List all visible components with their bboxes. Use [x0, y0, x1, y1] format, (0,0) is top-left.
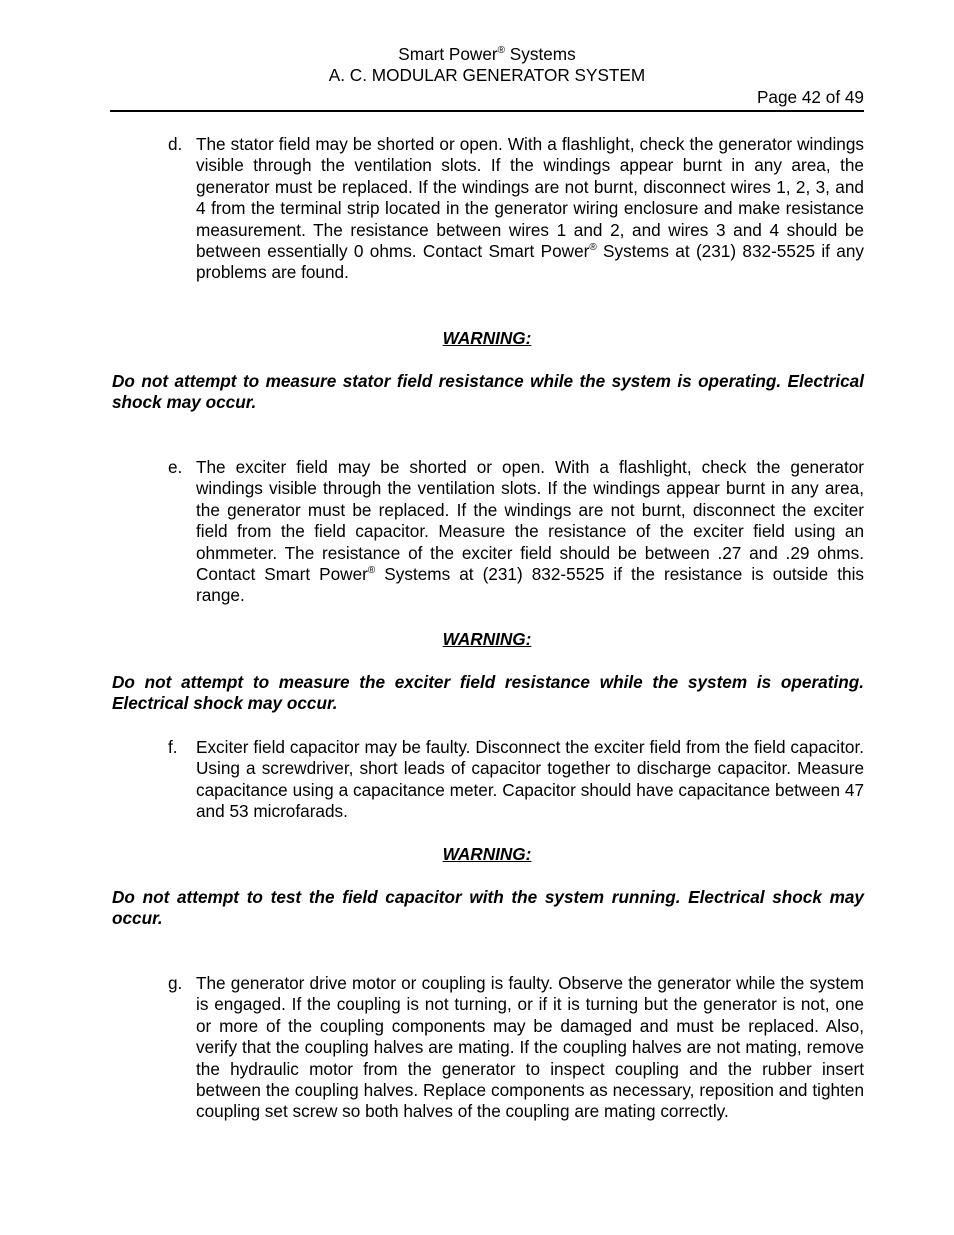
registered-mark: ® — [367, 565, 376, 577]
page-number: Page 42 of 49 — [756, 87, 864, 107]
page-header — [110, 44, 864, 108]
list-item-g — [168, 973, 864, 1123]
warning-text: Do not attempt to measure stator field resistance while the system is operating. Electrical shock may occur. — [112, 371, 864, 413]
item-text-part: The stator field may be shorted or open. With a flashlight, check the generator windings visible through the ventilation slots. If the windings appear burnt in any area, the generator must be replaced. If the windings are not burnt, disconnect wires 1, 2, 3, and 4 from the terminal strip located in the generator wiring enclosure and make resistance measurement. The resistance between wires 1 and 2, and wires 3 and 4 should be between essentially 0 ohms. Contact Smart Power — [196, 134, 864, 262]
warning-title: WARNING: — [442, 629, 532, 649]
list-marker: g. — [168, 973, 183, 993]
list-item-text — [196, 457, 864, 607]
list-item-text — [196, 134, 864, 284]
list-item-d — [168, 134, 864, 284]
warning-title: WARNING: — [442, 844, 532, 864]
warning-title: WARNING: — [442, 328, 532, 348]
item-text-part: The exciter field may be shorted or open. With a flashlight, check the generator windings visible through the ventilation slots. If the windings appear burnt in any area, the generator must be replaced. If the windings are not burnt, disconnect the exciter field from the field capacitor. Measure the resistance of the exciter field using an ohmmeter. The resistance of the exciter field should be between .27 and .29 ohms. Contact Smart Power — [196, 457, 864, 585]
list-marker: d. — [168, 134, 183, 154]
header-title: A. C. MODULAR GENERATOR SYSTEM — [328, 65, 646, 85]
registered-mark: ® — [497, 45, 506, 56]
header-divider — [110, 110, 864, 112]
item-text-part: Systems at (231) 832-5525 if the resistance is outside this range. — [196, 564, 864, 606]
warning-text: Do not attempt to test the field capacitor with the system running. Electrical shock may occur. — [112, 887, 864, 929]
warning-text: Do not attempt to measure the exciter field resistance while the system is operating. Electrical shock may occur. — [112, 672, 864, 714]
list-marker: f. — [168, 737, 178, 757]
list-marker: e. — [168, 457, 183, 477]
header-brand: Smart Power — [398, 44, 498, 64]
list-item-text: Exciter field capacitor may be faulty. Disconnect the exciter field from the field capacitor. Using a screwdriver, short leads of capacitor together to discharge capacitor. Measure capacitance using a capacitance meter. Capacitor should have capacitance between 47 and 53 microfarads. — [196, 737, 864, 822]
header-brand-suffix: Systems — [505, 44, 576, 64]
list-item-f — [168, 737, 864, 823]
item-text-part: Systems at (231) 832-5525 if any problems are found. — [196, 241, 864, 283]
list-item-e — [168, 457, 864, 607]
list-item-text: The generator drive motor or coupling is faulty. Observe the generator while the system is engaged. If the coupling is not turning, or if it is turning but the generator is not, one or more of the coupling components may be damaged and must be replaced. Also, verify that the coupling halves are mating. If the coupling halves are not mating, remove the hydraulic motor from the generator to inspect coupling and the rubber insert between the coupling halves. Replace components as necessary, reposition and tighten coupling set screw so both halves of the coupling are mating correctly. — [196, 973, 864, 1122]
registered-mark: ® — [589, 242, 597, 254]
header-brand-line — [110, 44, 864, 65]
